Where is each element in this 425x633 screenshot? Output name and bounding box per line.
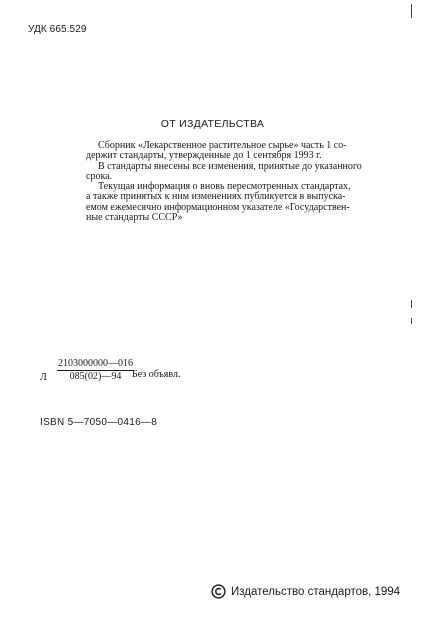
publisher-note	[86, 140, 362, 224]
paragraph-line: а также принятых к ним изменениях публикуется в выпуска-	[86, 191, 346, 203]
paragraph-3	[86, 182, 352, 223]
paragraph-line: держит стандарты, утвержденные до 1 сентября 1993 г.	[86, 150, 322, 162]
price-code-denominator: 085(02)—94	[69, 371, 122, 382]
scan-mark	[411, 318, 412, 324]
scan-mark	[411, 4, 412, 18]
udk-code: УДК 665.529	[28, 24, 87, 35]
price-code-numerator: 2103000000—016	[58, 358, 133, 369]
scan-mark	[411, 300, 412, 308]
paragraph-line: Сборник «Лекарственное растительное сырье» часть 1 со-	[98, 140, 347, 151]
price-note: Без объявл.	[132, 369, 181, 380]
copyright-icon	[211, 584, 226, 599]
paragraph-line: емом ежемесячно информационном указателе «Государствен-	[86, 201, 350, 213]
paragraph-line: В стандарты внесены все изменения, принятые до указанного	[98, 160, 362, 172]
paragraph-2	[86, 160, 362, 183]
copyright-text: Издательство стандартов, 1994	[231, 585, 401, 598]
price-letter: Л	[40, 372, 47, 383]
section-title: ОТ ИЗДАТЕЛЬСТВА	[160, 118, 265, 130]
paragraph-line: Текущая информация о вновь пересмотренных стандартах,	[98, 181, 351, 193]
paragraph-line: срока.	[86, 170, 113, 182]
copyright-line	[211, 584, 400, 599]
paragraph-line: ные стандарты СССР»	[86, 212, 183, 224]
isbn-number: ISBN 5—7050—0416—8	[40, 417, 158, 428]
price-code-fraction	[57, 358, 134, 383]
paragraph-1	[86, 141, 352, 162]
